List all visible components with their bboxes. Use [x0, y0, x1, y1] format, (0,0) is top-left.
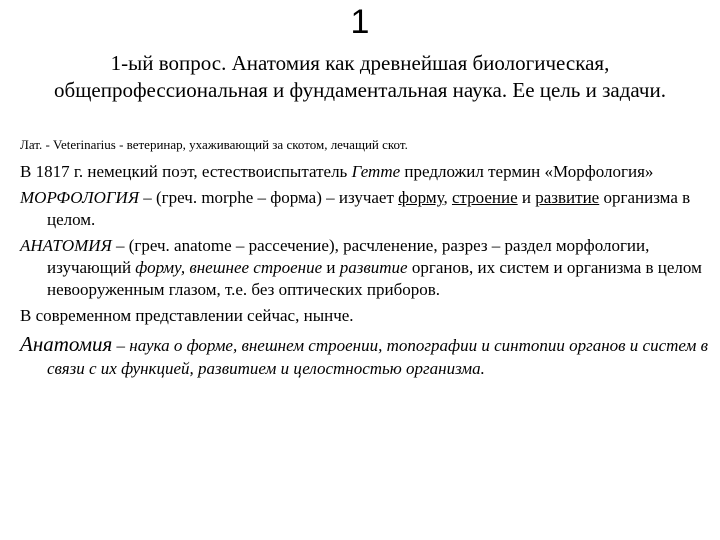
goethe-text-before: В 1817 г. немецкий поэт, естествоиспытатель — [20, 162, 352, 181]
paragraph-modern: В современном представлении сейчас, нынче. — [20, 306, 354, 325]
slide-title: 1-ый вопрос. Анатомия как древнейшая биологическая, общепрофессиональная и фундаментальная наука. Ее цель и задачи. — [54, 51, 666, 102]
latin-note: Лат. - Veterinarius - ветеринар, ухаживающий за скотом, лечащий скот. — [20, 137, 408, 152]
morphology-term: МОРФОЛОГИЯ — [20, 188, 140, 207]
morphology-development: развитие — [535, 188, 600, 207]
morphology-form: форму — [398, 188, 444, 207]
anatomy-text-1: – (греч. anatome – рассечение), расчленение, разрез – раздел морфологии, изучающий — [47, 236, 650, 277]
anatomy-development: развитие — [339, 258, 408, 277]
morphology-text-1: – (греч. morphe – форма) – изучает — [139, 188, 399, 207]
anatomy-form: форму, внешнее строение — [135, 258, 323, 277]
definition-text: – наука о форме, внешнем строении, топографии и синтопии органов и систем в связи с их функцией, развитием и целостностью организма. — [47, 336, 709, 378]
slide-number: 1 — [350, 3, 370, 41]
anatomy-text-3: органов, их систем и организма в целом невооруженным глазом, т.е. без оптических приборов. — [47, 258, 702, 299]
anatomy-text-2: и — [322, 258, 340, 277]
paragraph-anatomy — [20, 235, 710, 301]
morphology-text-2: , — [443, 188, 452, 207]
morphology-text-3: и — [517, 188, 536, 207]
morphology-structure: строение — [451, 188, 518, 207]
definition-term: Анатомия — [20, 332, 113, 356]
slide-content — [20, 161, 710, 397]
anatomy-term: АНАТОМИЯ — [20, 236, 112, 255]
paragraph-goethe — [20, 161, 710, 183]
anatomy-definition — [20, 333, 710, 380]
morphology-text-4: организма в целом. — [47, 188, 691, 229]
goethe-name: Гетте — [351, 162, 401, 181]
goethe-text-after: предложил термин «Морфология» — [400, 162, 654, 181]
paragraph-morphology — [20, 187, 710, 231]
